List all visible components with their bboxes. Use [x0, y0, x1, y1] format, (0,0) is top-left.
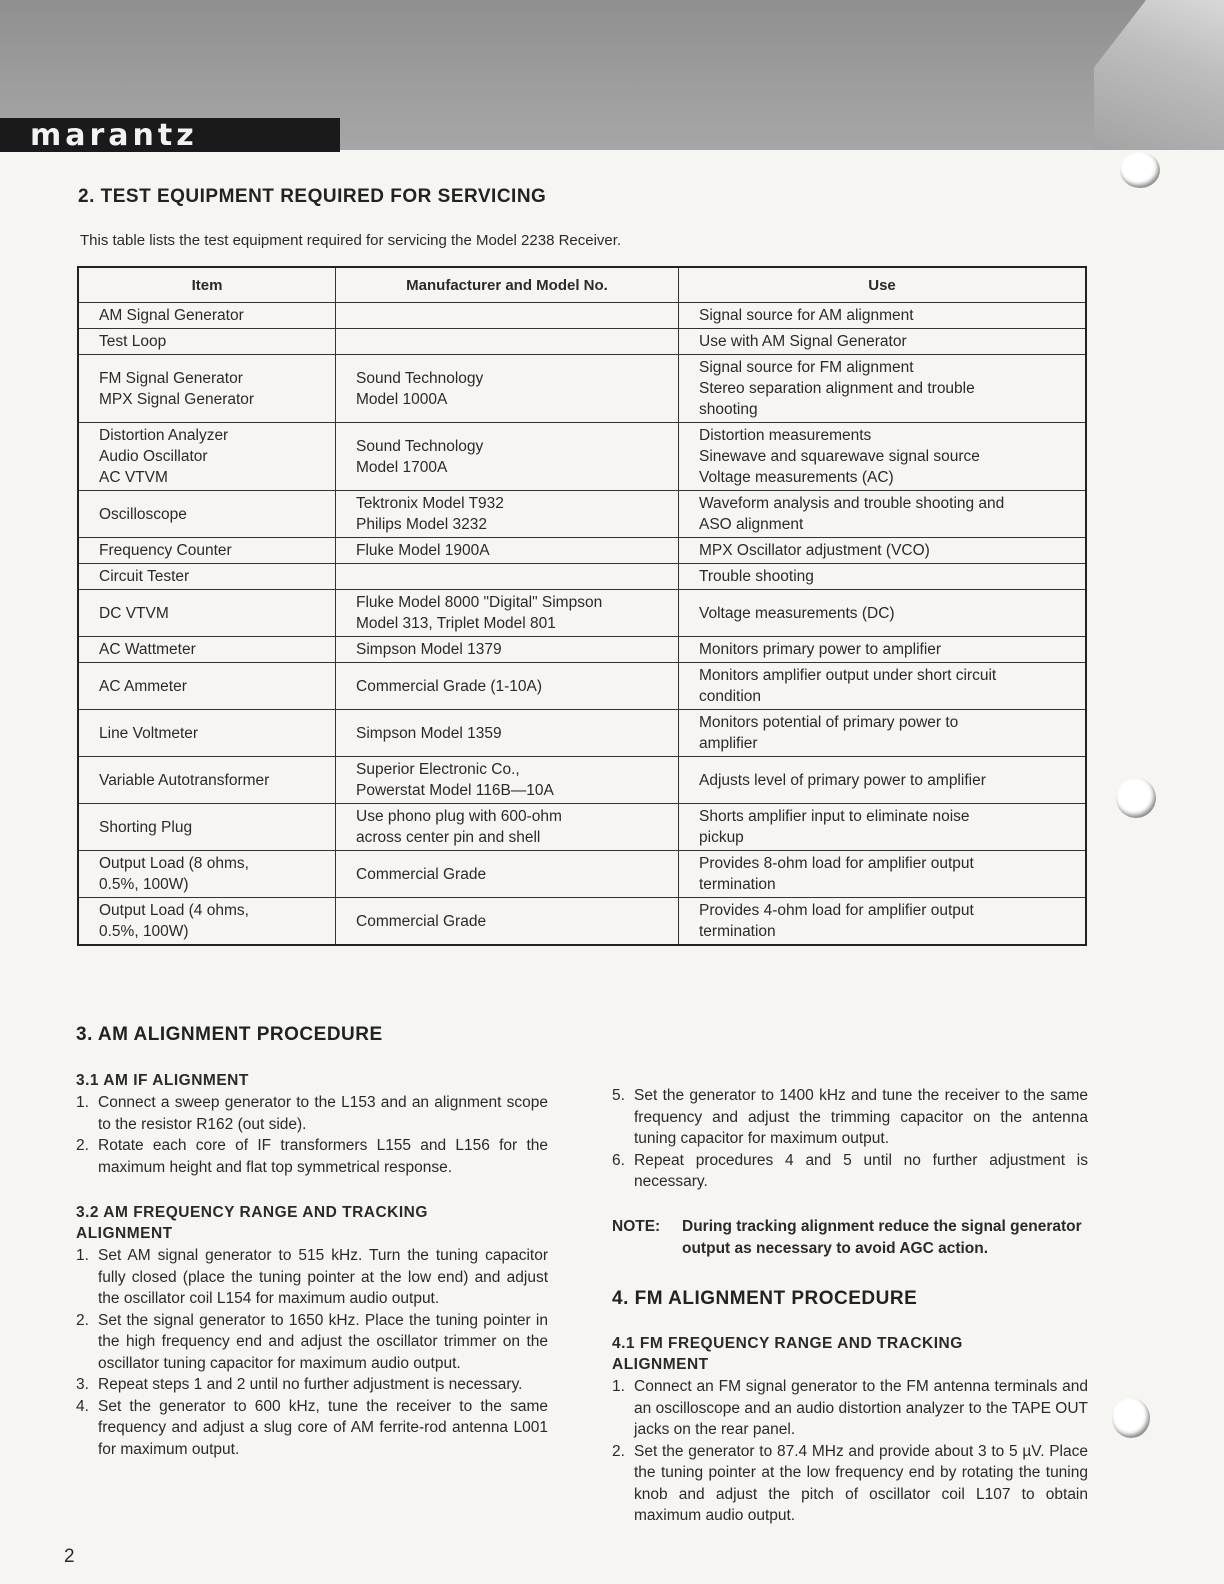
cell-model: Sound Technology Model 1000A: [336, 355, 679, 423]
cell-item: Distortion Analyzer Audio Oscillator AC VTVM: [78, 423, 336, 491]
page-number: 2: [64, 1546, 75, 1567]
cell-use: Waveform analysis and trouble shooting and ASO alignment: [679, 491, 1087, 538]
section-2-title: 2. TEST EQUIPMENT REQUIRED FOR SERVICING: [78, 186, 547, 207]
cell-model: Simpson Model 1379: [336, 637, 679, 663]
cell-use: Trouble shooting: [679, 564, 1087, 590]
step-number: 5.: [612, 1087, 625, 1104]
step-text: Repeat procedures 4 and 5 until no further adjustment is necessary.: [634, 1151, 1088, 1190]
cell-model: Superior Electronic Co., Powerstat Model 116B—10A: [336, 757, 679, 804]
cell-use: Provides 8-ohm load for amplifier output termination: [679, 851, 1087, 898]
step-number: 4.: [76, 1397, 89, 1415]
binder-hole: [1112, 1398, 1150, 1438]
cell-model: Commercial Grade: [336, 851, 679, 898]
cell-item: FM Signal Generator MPX Signal Generator: [78, 355, 336, 423]
subsection-3-1-title: 3.1 AM IF ALIGNMENT: [76, 1072, 249, 1089]
table-row: [78, 491, 1086, 538]
step-item: [612, 1441, 1088, 1527]
subsection-4-1-title: 4.1 FM FREQUENCY RANGE AND TRACKING ALIGNMENT: [612, 1335, 963, 1373]
table-row: [78, 423, 1086, 491]
subsection-3-2-title: 3.2 AM FREQUENCY RANGE AND TRACKING ALIGNMENT: [76, 1204, 428, 1242]
table-row: [78, 355, 1086, 423]
cell-model: Commercial Grade: [336, 898, 679, 946]
step-text: Set the generator to 1400 kHz and tune the receiver to the same frequency and adjust the trimming capacitor on the antenna tuning capacitor for maximum output.: [634, 1087, 1088, 1147]
column-header-item: Item: [78, 267, 336, 303]
cell-model: [336, 564, 679, 590]
cell-item: AC Ammeter: [78, 663, 336, 710]
cell-model: Tektronix Model T932 Philips Model 3232: [336, 491, 679, 538]
column-header-use: Use: [679, 267, 1087, 303]
note-text: During tracking alignment reduce the signal generator output as necessary to avoid AGC action.: [682, 1218, 1082, 1257]
cell-model: [336, 329, 679, 355]
table-row: [78, 538, 1086, 564]
cell-use: Use with AM Signal Generator: [679, 329, 1087, 355]
step-item: [76, 1245, 548, 1310]
test-equipment-table: [77, 266, 1087, 946]
step-item: [612, 1150, 1088, 1193]
binder-hole: [1120, 152, 1160, 188]
step-item: [76, 1092, 548, 1135]
cell-use: Signal source for FM alignment Stereo separation alignment and trouble shooting: [679, 355, 1087, 423]
cell-item: Line Voltmeter: [78, 710, 336, 757]
cell-item: Variable Autotransformer: [78, 757, 336, 804]
table-row: [78, 564, 1086, 590]
cell-item: Output Load (4 ohms, 0.5%, 100W): [78, 898, 336, 946]
subsection-4-1-steps: [612, 1376, 1088, 1527]
cell-use: Distortion measurements Sinewave and squarewave signal source Voltage measurements (AC): [679, 423, 1087, 491]
step-text: Set AM signal generator to 515 kHz. Turn the tuning capacitor fully closed (place the tuning pointer at the low end) and adjust the oscillator coil L154 for maximum audio output.: [98, 1247, 548, 1307]
subsection-3-2-steps-continued: [612, 1085, 1088, 1193]
step-text: Repeat steps 1 and 2 until no further adjustment is necessary.: [98, 1376, 523, 1393]
cell-item: Output Load (8 ohms, 0.5%, 100W): [78, 851, 336, 898]
cell-use: Shorts amplifier input to eliminate noise pickup: [679, 804, 1087, 851]
table-row: [78, 851, 1086, 898]
section-2-intro: This table lists the test equipment required for servicing the Model 2238 Receiver.: [80, 232, 622, 249]
step-item: [76, 1374, 548, 1396]
step-number: 3.: [76, 1376, 89, 1393]
note-block: [612, 1216, 1088, 1260]
table-row: [78, 757, 1086, 804]
cell-item: Circuit Tester: [78, 564, 336, 590]
cell-item: Test Loop: [78, 329, 336, 355]
cell-use: Monitors primary power to amplifier: [679, 637, 1087, 663]
cell-model: Fluke Model 1900A: [336, 538, 679, 564]
cell-item: DC VTVM: [78, 590, 336, 637]
cell-model: Use phono plug with 600-ohm across center pin and shell: [336, 804, 679, 851]
cell-use: Monitors potential of primary power to amplifier: [679, 710, 1087, 757]
step-text: Rotate each core of IF transformers L155 and L156 for the maximum height and flat top symmetrical response.: [98, 1137, 548, 1176]
table-row: [78, 637, 1086, 663]
table-row: [78, 710, 1086, 757]
cell-use: Voltage measurements (DC): [679, 590, 1087, 637]
cell-model: Commercial Grade (1-10A): [336, 663, 679, 710]
table-row: [78, 590, 1086, 637]
step-number: 1.: [612, 1378, 625, 1395]
table-row: [78, 663, 1086, 710]
step-item: [612, 1376, 1088, 1441]
subsection-3-2-steps: [76, 1245, 548, 1460]
step-text: Connect an FM signal generator to the FM antenna terminals and an oscilloscope and an audio distortion analyzer to the TAPE OUT jacks on the rear panel.: [634, 1378, 1088, 1438]
step-item: [76, 1135, 548, 1178]
step-number: 2.: [76, 1311, 89, 1329]
cell-model: Fluke Model 8000 "Digital" Simpson Model 313, Triplet Model 801: [336, 590, 679, 637]
step-number: 6.: [612, 1151, 625, 1169]
brand-logo: marantz: [30, 118, 198, 153]
cell-use: Signal source for AM alignment: [679, 303, 1087, 329]
cell-model: [336, 303, 679, 329]
table-row: [78, 804, 1086, 851]
table-row: [78, 303, 1086, 329]
step-text: Set the generator to 600 kHz, tune the receiver to the same frequency and adjust a slug core of AM ferrite-rod antenna L001 for maximum output.: [98, 1397, 548, 1458]
cell-item: Frequency Counter: [78, 538, 336, 564]
step-text: Set the signal generator to 1650 kHz. Place the tuning pointer in the high frequency end and adjust the oscillator trimmer on the oscillator tuning capacitor for maximum audio output.: [98, 1311, 548, 1372]
note-label: NOTE:: [612, 1218, 661, 1235]
step-number: 2.: [76, 1137, 89, 1154]
step-text: Connect a sweep generator to the L153 and an alignment scope to the resistor R162 (out side).: [98, 1094, 548, 1133]
cell-use: Provides 4-ohm load for amplifier output termination: [679, 898, 1087, 946]
cell-use: MPX Oscillator adjustment (VCO): [679, 538, 1087, 564]
cell-use: Adjusts level of primary power to amplifier: [679, 757, 1087, 804]
section-3-title: 3. AM ALIGNMENT PROCEDURE: [76, 1024, 383, 1045]
binder-hole: [1116, 778, 1156, 818]
subsection-3-1-steps: [76, 1092, 548, 1178]
cell-item: AC Wattmeter: [78, 637, 336, 663]
step-item: [76, 1310, 548, 1375]
section-4-title: 4. FM ALIGNMENT PROCEDURE: [612, 1288, 918, 1309]
step-item: [76, 1396, 548, 1461]
cell-model: Sound Technology Model 1700A: [336, 423, 679, 491]
cell-item: Shorting Plug: [78, 804, 336, 851]
column-header-model: Manufacturer and Model No.: [336, 267, 679, 303]
step-number: 2.: [612, 1442, 625, 1460]
cell-use: Monitors amplifier output under short circuit condition: [679, 663, 1087, 710]
table-row: [78, 898, 1086, 946]
step-number: 1.: [76, 1094, 89, 1111]
table-header-row: [78, 267, 1086, 303]
cell-model: Simpson Model 1359: [336, 710, 679, 757]
step-number: 1.: [76, 1247, 89, 1264]
table-row: [78, 329, 1086, 355]
step-item: [612, 1085, 1088, 1150]
cell-item: AM Signal Generator: [78, 303, 336, 329]
cell-item: Oscilloscope: [78, 491, 336, 538]
step-text: Set the generator to 87.4 MHz and provide about 3 to 5 µV. Place the tuning pointer at the low frequency end by rotating the tuning knob and adjust the pitch of oscillator coil L107 to obtain maximum audio output.: [634, 1442, 1088, 1524]
